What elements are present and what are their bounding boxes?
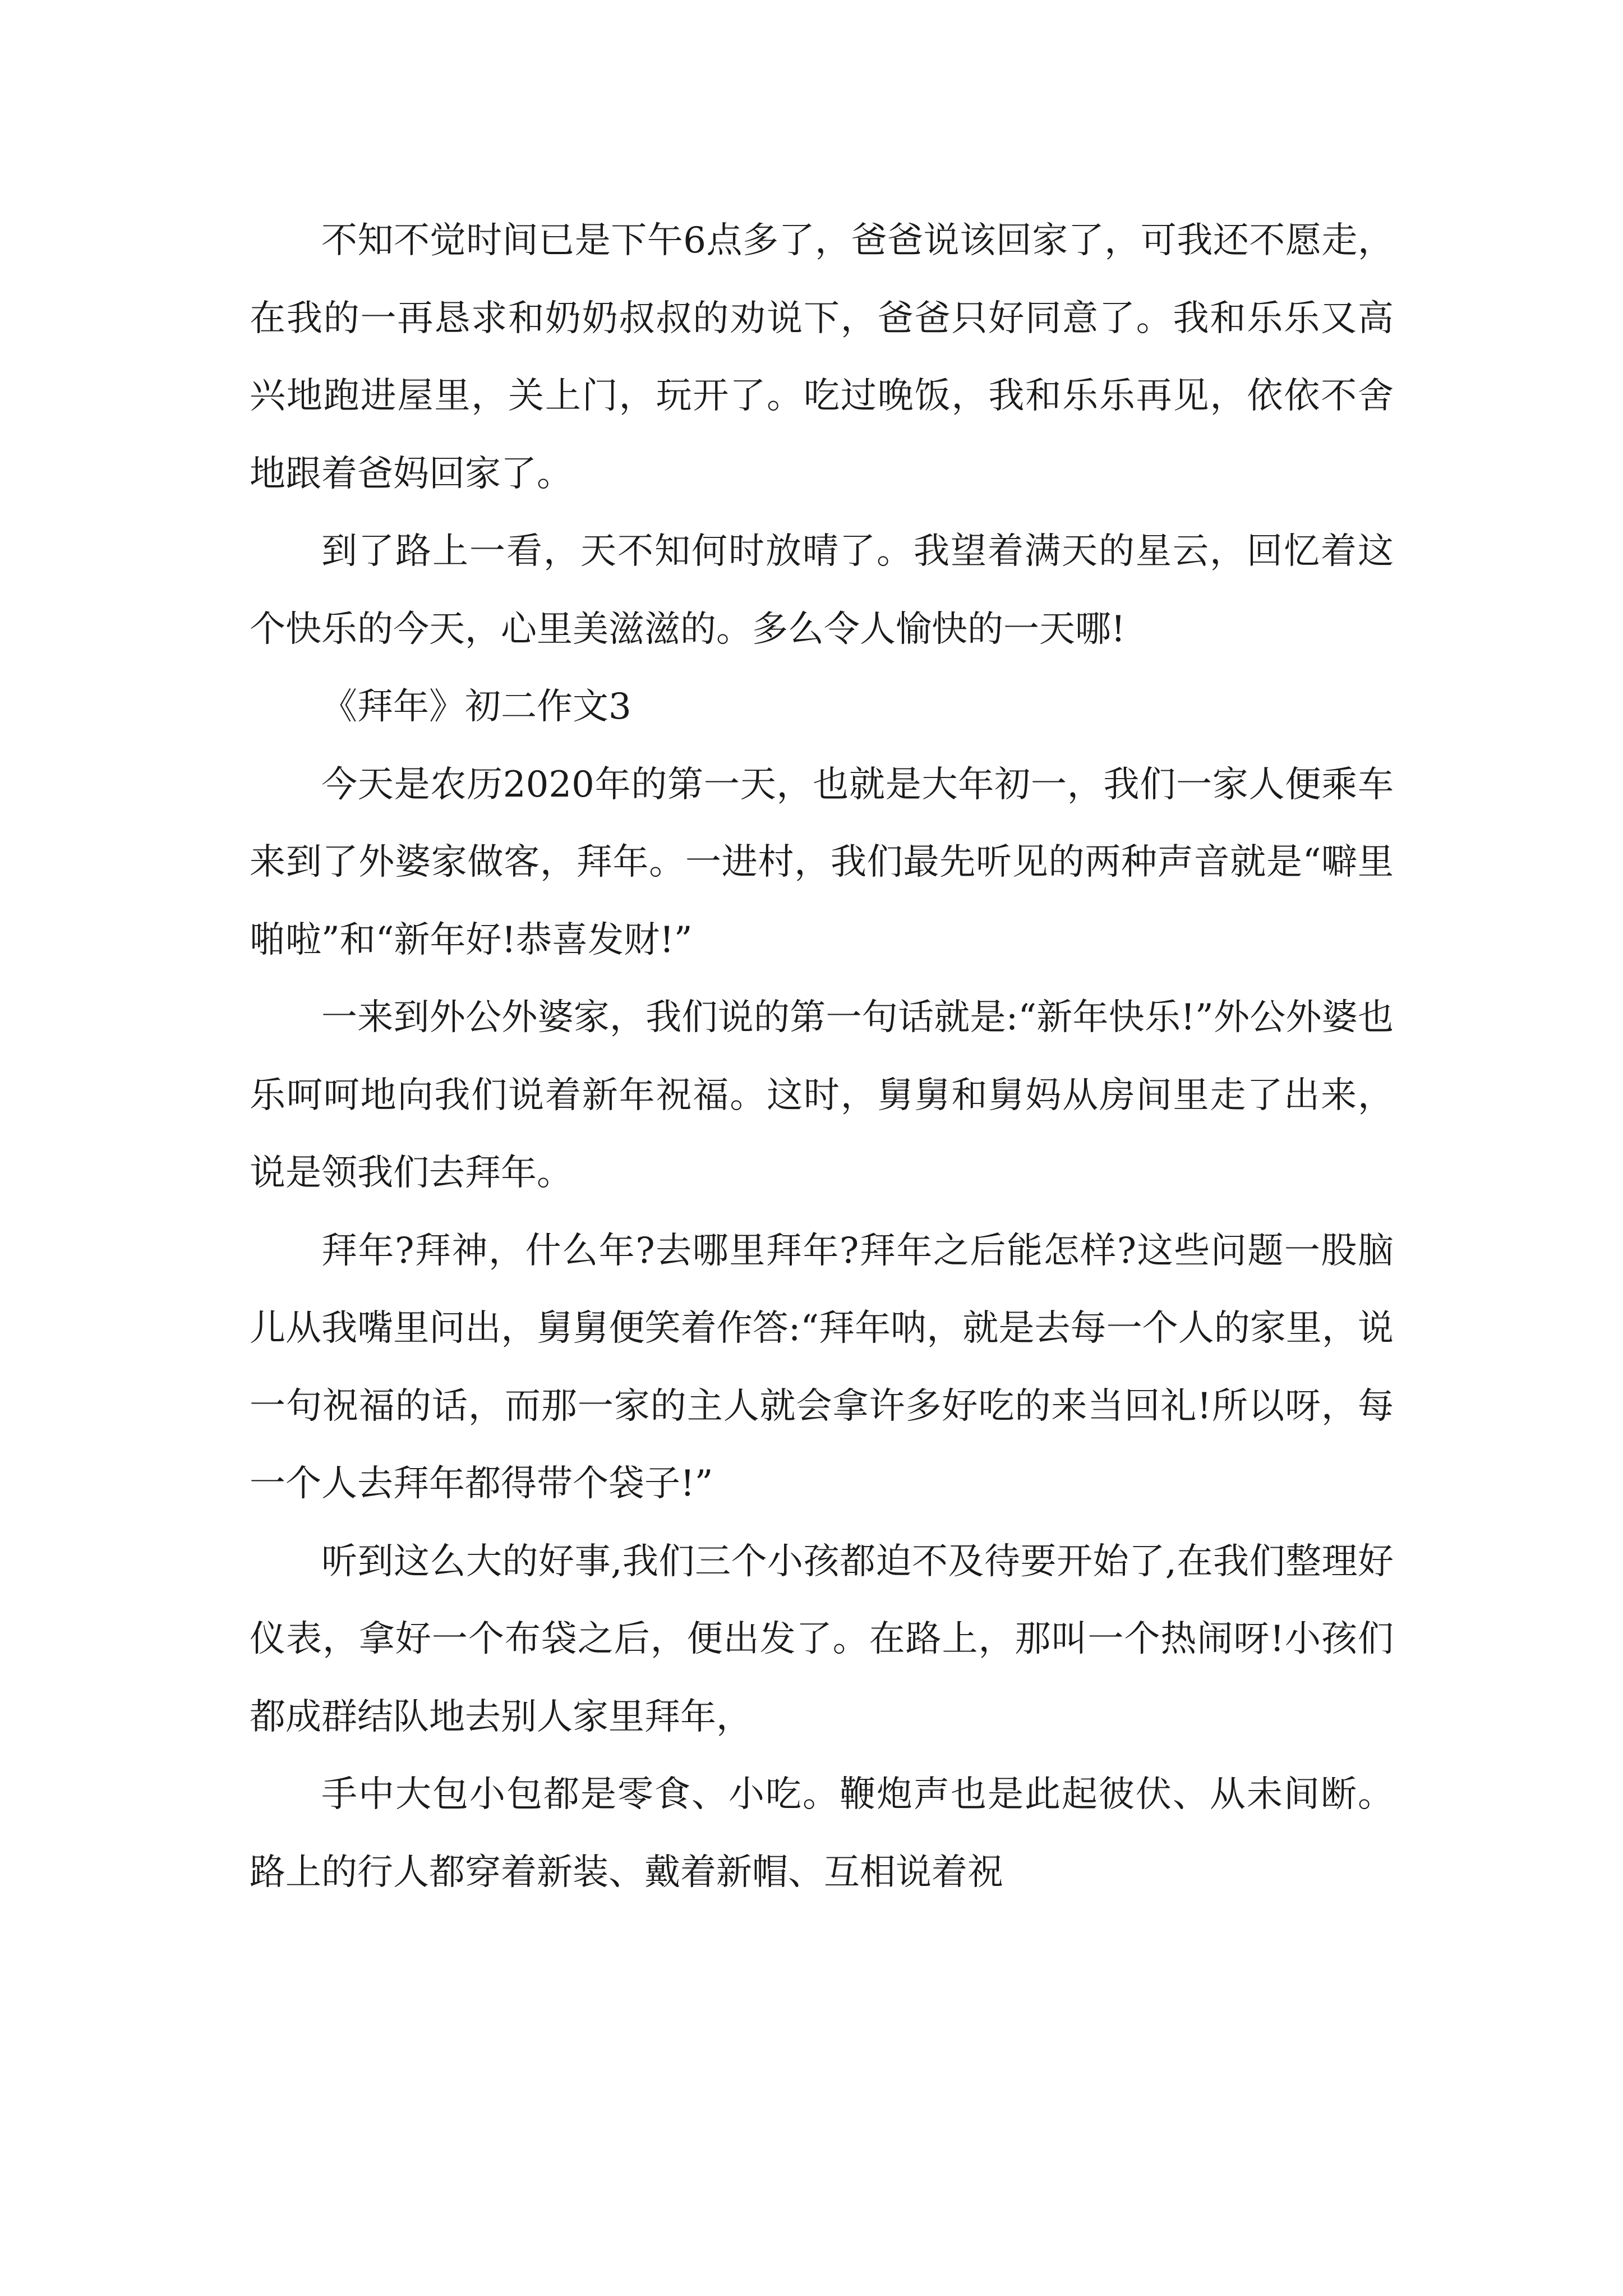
paragraph-7: 手中大包小包都是零食、小吃。鞭炮声也是此起彼伏、从未间断。路上的行人都穿着新装、戴着新帽、互相说着祝 bbox=[250, 1774, 1394, 1893]
document-body bbox=[250, 202, 1394, 1911]
essay-heading: 《拜年》初二作文3 bbox=[321, 686, 631, 728]
paragraph-4: 一来到外公外婆家，我们说的第一句话就是:“新年快乐!”外公外婆也乐呵呵地向我们说着新年祝福。这时，舅舅和舅妈从房间里走了出来，说是领我们去拜年。 bbox=[250, 997, 1394, 1194]
paragraph-2: 到了路上一看，天不知何时放晴了。我望着满天的星云，回忆着这个快乐的今天，心里美滋滋的。多么令人愉快的一天哪! bbox=[250, 531, 1394, 650]
paragraph-6: 听到这么大的好事,我们三个小孩都迫不及待要开始了,在我们整理好仪表，拿好一个布袋之后，便出发了。在路上，那叫一个热闹呀!小孩们都成群结队地去别人家里拜年， bbox=[250, 1540, 1394, 1738]
paragraph-3: 今天是农历2020年的第一天，也就是大年初一，我们一家人便乘车来到了外婆家做客，拜年。一进村，我们最先听见的两种声音就是“噼里啪啦”和“新年好!恭喜发财!” bbox=[250, 763, 1394, 961]
paragraph-5: 拜年?拜神，什么年?去哪里拜年?拜年之后能怎样?这些问题一股脑儿从我嘴里问出，舅舅便笑着作答:“拜年呐，就是去每一个人的家里，说一句祝福的话，而那一家的主人就会拿许多好吃的来当回礼!所以呀，每一个人去拜年都得带个袋子!” bbox=[250, 1230, 1394, 1504]
paragraph-1: 不知不觉时间已是下午6点多了，爸爸说该回家了，可我还不愿走，在我的一再恳求和奶奶叔叔的劝说下，爸爸只好同意了。我和乐乐又高兴地跑进屋里，关上门，玩开了。吃过晚饭，我和乐乐再见，依依不舍地跟着爸妈回家了。 bbox=[250, 220, 1394, 495]
